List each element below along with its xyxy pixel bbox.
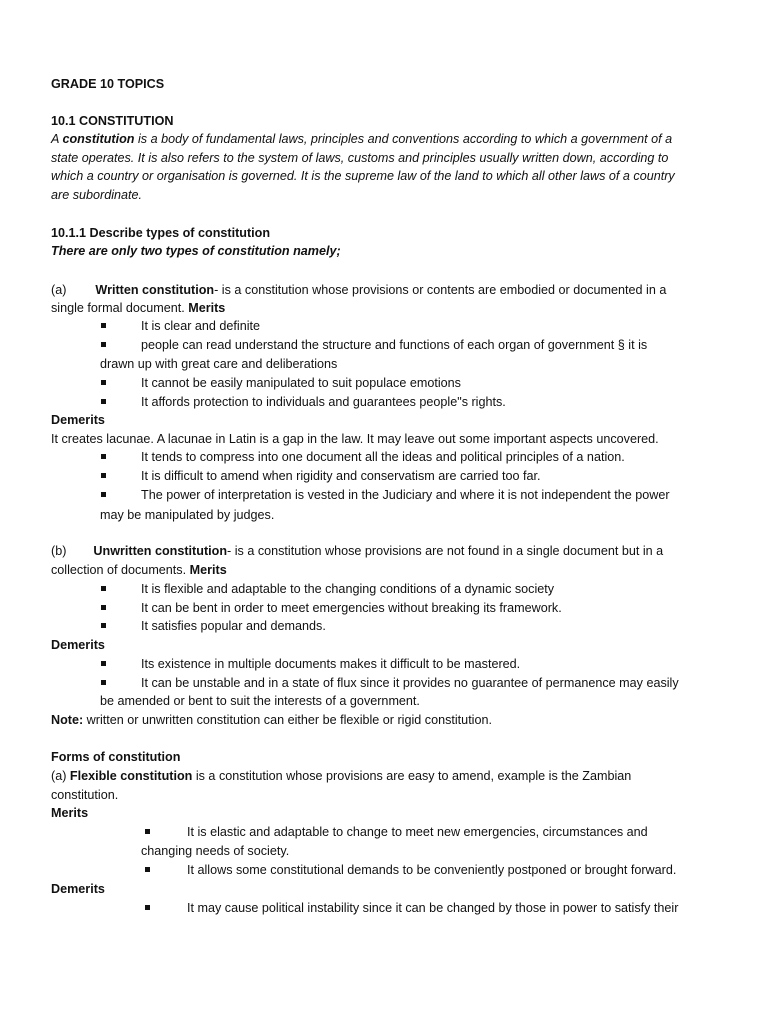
written-merits-label: Merits xyxy=(188,301,226,315)
unwritten-demerit-2-cont: be amended or bent to suit the interests of a government. xyxy=(100,694,420,708)
written-merit-2: people can read understand the structure and functions of each organ of government § it is xyxy=(141,338,648,352)
written-line-1 xyxy=(51,281,666,300)
unwritten-merit-1: It is flexible and adaptable to the changing conditions of a dynamic society xyxy=(141,582,555,596)
bullet-icon xyxy=(101,623,106,628)
bullet-icon xyxy=(145,867,150,872)
bullet-icon xyxy=(101,380,106,385)
intro-line-3: which a country or organisation is governed. It is the supreme law of the land to which all other laws of a country xyxy=(51,169,675,183)
flexible-merit-1: It is elastic and adaptable to change to meet new emergencies, circumstances and xyxy=(187,825,648,839)
flexible-marker: (a) xyxy=(51,769,70,783)
bullet-icon xyxy=(101,661,106,666)
unwritten-demerits-label: Demerits xyxy=(51,638,105,652)
bullet-icon xyxy=(101,323,106,328)
written-def-2: single formal document. xyxy=(51,301,189,315)
document-heading: GRADE 10 TOPICS xyxy=(51,77,165,91)
unwritten-def-1: - is a constitution whose provisions are not found in a single document but in a xyxy=(227,544,664,558)
intro-line-2: state operates. It is also refers to the system of laws, customs and principles usually written down, according to xyxy=(51,151,669,165)
unwritten-def-2: collection of documents. xyxy=(51,563,190,577)
bullet-icon xyxy=(101,473,106,478)
written-merit-3: It cannot be easily manipulated to suit populace emotions xyxy=(141,376,461,390)
subsection-lead: There are only two types of constitution namely; xyxy=(51,244,341,258)
written-demerit-intro: It creates lacunae. A lacunae in Latin is a gap in the law. It may leave out some important aspects uncovered. xyxy=(51,432,659,446)
bullet-icon xyxy=(101,492,106,497)
bullet-icon xyxy=(101,454,106,459)
written-demerit-3-cont: may be manipulated by judges. xyxy=(100,508,275,522)
written-merit-2-cont: drawn up with great care and deliberations xyxy=(100,357,338,371)
unwritten-merit-2: It can be bent in order to meet emergencies without breaking its framework. xyxy=(141,601,562,615)
written-demerit-3: The power of interpretation is vested in the Judiciary and where it is not independent the power xyxy=(141,488,670,502)
bullet-icon xyxy=(145,829,150,834)
written-demerit-2: It is difficult to amend when rigidity and conservatism are carried too far. xyxy=(141,469,541,483)
bullet-icon xyxy=(101,680,106,685)
unwritten-demerit-2: It can be unstable and in a state of flux since it provides no guarantee of permanence may easily xyxy=(141,676,679,690)
written-demerit-1: It tends to compress into one document all the ideas and political principles of a nation. xyxy=(141,450,625,464)
unwritten-merits-label: Merits xyxy=(189,563,227,577)
written-term: Written constitution xyxy=(95,283,215,297)
intro-article: A xyxy=(51,132,63,146)
note-line xyxy=(51,711,492,730)
flexible-merits-label: Merits xyxy=(51,806,89,820)
bullet-icon xyxy=(101,586,106,591)
forms-title: Forms of constitution xyxy=(51,750,181,764)
unwritten-term: Unwritten constitution xyxy=(93,544,228,558)
bullet-icon xyxy=(101,342,106,347)
written-line-2 xyxy=(51,299,225,318)
written-marker: (a) xyxy=(51,283,67,297)
unwritten-line-1 xyxy=(51,542,663,561)
section-title: 10.1 CONSTITUTION xyxy=(51,114,174,128)
flexible-demerit-1: It may cause political instability since it can be changed by those in power to satisfy their xyxy=(187,901,679,915)
note-label: Note: xyxy=(51,713,84,727)
written-demerits-label: Demerits xyxy=(51,413,105,427)
unwritten-marker: (b) xyxy=(51,544,67,558)
unwritten-line-2 xyxy=(51,561,227,580)
flexible-merit-1-cont: changing needs of society. xyxy=(141,844,290,858)
unwritten-merit-3: It satisfies popular and demands. xyxy=(141,619,326,633)
intro-term: constitution xyxy=(62,132,135,146)
written-merit-4: It affords protection to individuals and guarantees people"s rights. xyxy=(141,395,506,409)
bullet-icon xyxy=(101,399,106,404)
note-text: written or unwritten constitution can either be flexible or rigid constitution. xyxy=(83,713,492,727)
flexible-demerits-label: Demerits xyxy=(51,882,105,896)
bullet-icon xyxy=(101,605,106,610)
intro-text-1: is a body of fundamental laws, principles and conventions according to which a government of a xyxy=(134,132,673,146)
flexible-def-1: is a constitution whose provisions are easy to amend, example is the Zambian xyxy=(192,769,632,783)
bullet-icon xyxy=(145,905,150,910)
unwritten-demerit-1: Its existence in multiple documents makes it difficult to be mastered. xyxy=(141,657,521,671)
flexible-line-2: constitution. xyxy=(51,788,119,802)
flexible-merit-2: It allows some constitutional demands to be conveniently postponed or brought forward. xyxy=(187,863,677,877)
flexible-term: Flexible constitution xyxy=(69,769,193,783)
intro-line-4: are subordinate. xyxy=(51,188,143,202)
intro-line-1 xyxy=(51,130,672,149)
subsection-title: 10.1.1 Describe types of constitution xyxy=(51,226,271,240)
written-def-1: - is a constitution whose provisions or contents are embodied or documented in a xyxy=(214,283,667,297)
written-merit-1: It is clear and definite xyxy=(141,319,261,333)
flexible-line-1 xyxy=(51,767,631,786)
